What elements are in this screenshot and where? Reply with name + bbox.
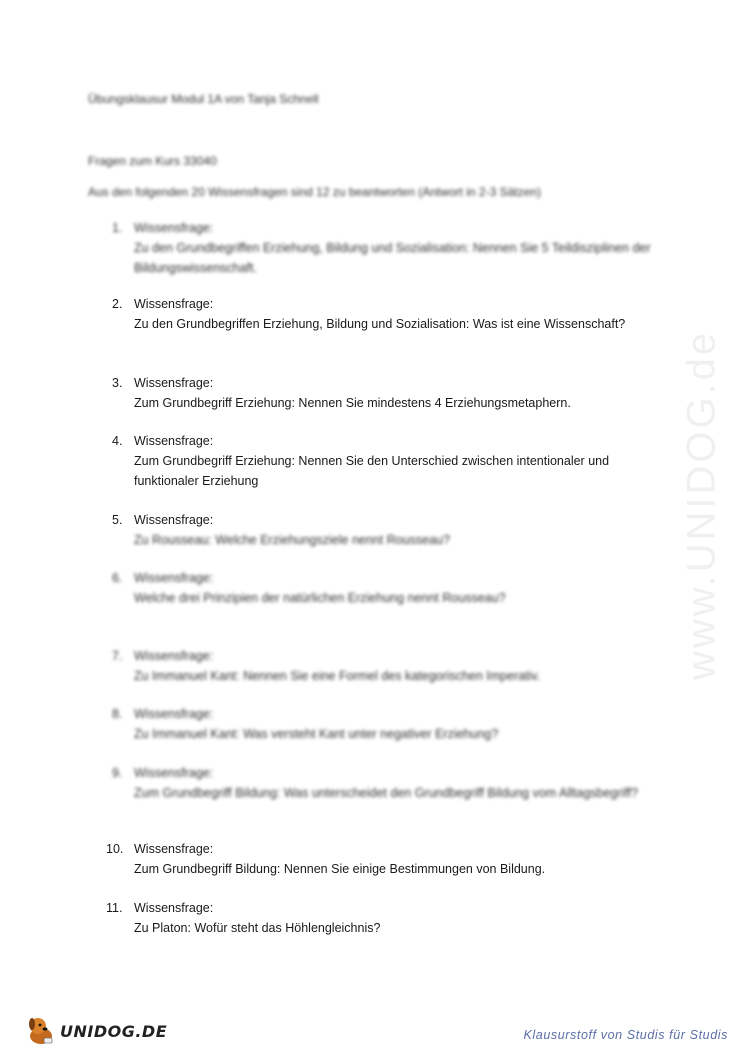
question-label: Wissensfrage: (134, 571, 214, 585)
course-heading: Fragen zum Kurs 33040 (88, 154, 217, 168)
question-number: 8. (112, 707, 123, 721)
question-text: Zu den Grundbegriffen Erziehung, Bildung und Sozialisation: Was ist eine Wissenschaft? (134, 317, 626, 331)
instructions-text: Aus den folgenden 20 Wissensfragen sind 12 zu beantworten (Antwort in 2-3 Sätzen) (88, 185, 541, 199)
question-text: Zu Platon: Wofür steht das Höhlengleichnis? (134, 921, 381, 935)
question-label: Wissensfrage: (134, 707, 214, 721)
question-label: Wissensfrage: (134, 221, 214, 235)
question-label: Wissensfrage: (134, 901, 214, 915)
question-text: Zu Rousseau: Welche Erziehungsziele nennt Rousseau? (134, 533, 450, 547)
question-label: Wissensfrage: (134, 649, 214, 663)
dog-logo-icon (24, 1014, 58, 1048)
question-number: 7. (112, 649, 123, 663)
question-number: 1. (112, 221, 123, 235)
question-text: Zu Immanuel Kant: Was versteht Kant unter negativer Erziehung? (134, 727, 499, 741)
question-text: Zum Grundbegriff Bildung: Was unterscheidet den Grundbegriff Bildung vom Alltagsbegriff? (134, 786, 638, 800)
question-text: Zu Immanuel Kant: Nennen Sie eine Formel des kategorischen Imperativ. (134, 669, 541, 683)
question-number: 6. (112, 571, 123, 585)
question-text: Zu den Grundbegriffen Erziehung, Bildung und Sozialisation: Nennen Sie 5 Teildisziplinen der Bildungswissenschaft. (134, 241, 651, 275)
question-text: Welche drei Prinzipien der natürlichen Erziehung nennt Rousseau? (134, 591, 506, 605)
question-label: Wissensfrage: (134, 434, 214, 448)
question-text: Zum Grundbegriff Bildung: Nennen Sie einige Bestimmungen von Bildung. (134, 862, 546, 876)
question-label: Wissensfrage: (134, 842, 214, 856)
question-number: 2. (112, 297, 123, 311)
question-label: Wissensfrage: (134, 766, 214, 780)
document-title: Übungsklausur Modul 1A von Tanja Schnell (88, 92, 319, 106)
footer-tagline: Klausurstoff von Studis für Studis (523, 1028, 728, 1042)
question-number: 5. (112, 513, 123, 527)
question-label: Wissensfrage: (134, 297, 214, 311)
watermark-text: www.UNIDOG.de (679, 329, 724, 681)
question-number: 9. (112, 766, 123, 780)
question-label: Wissensfrage: (134, 513, 214, 527)
question-number: 11. (106, 901, 123, 915)
question-text: Zum Grundbegriff Erziehung: Nennen Sie den Unterschied zwischen intentionaler und funktionaler Erziehung (134, 454, 610, 488)
logo-wordmark: UNIDOG.DE (60, 1022, 168, 1041)
unidog-logo (18, 1010, 168, 1054)
question-number: 4. (112, 434, 123, 448)
question-label: Wissensfrage: (134, 376, 214, 390)
question-text: Zum Grundbegriff Erziehung: Nennen Sie mindestens 4 Erziehungsmetaphern. (134, 396, 571, 410)
question-number: 3. (112, 376, 123, 390)
question-number: 10. (106, 842, 124, 856)
